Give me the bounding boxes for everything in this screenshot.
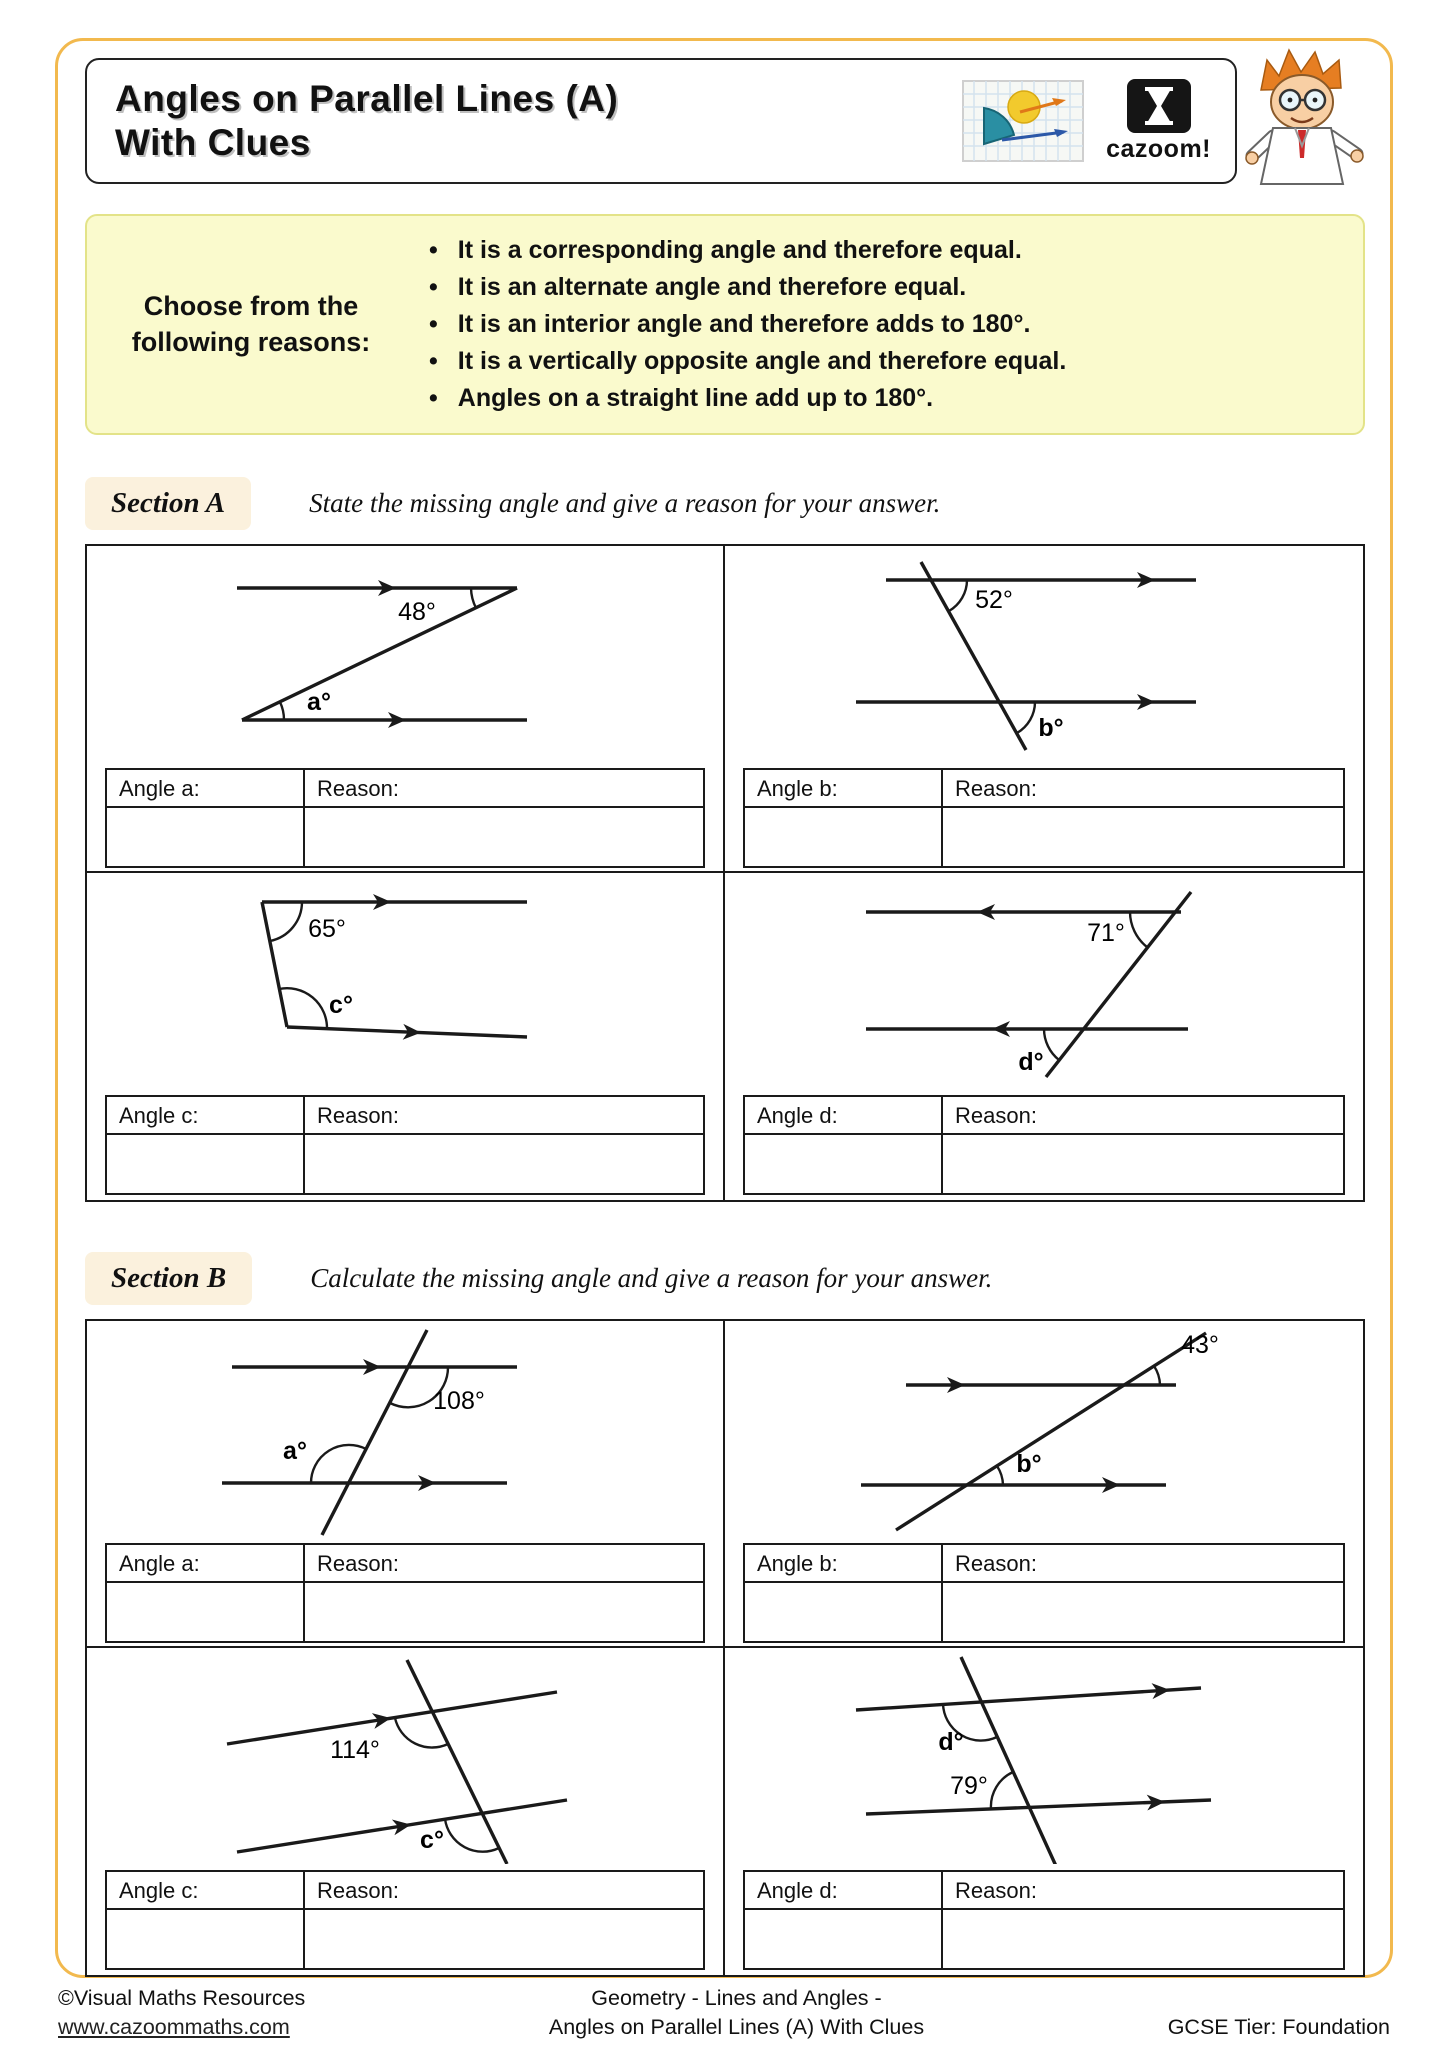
reason-answer-space bbox=[305, 1910, 703, 1968]
page-title bbox=[115, 77, 618, 164]
transversal-line bbox=[322, 1330, 427, 1535]
angle-answer-label: Angle a: bbox=[107, 1545, 303, 1583]
reason-answer-label: Reason: bbox=[943, 1872, 1343, 1910]
reason-answer-space bbox=[305, 1135, 703, 1193]
section-b-label: Section B bbox=[85, 1252, 252, 1305]
diagram-b1 bbox=[87, 1325, 723, 1537]
angle-answer-label: Angle b: bbox=[745, 1545, 941, 1583]
page-title-line1: Angles on Parallel Lines (A) bbox=[115, 78, 619, 120]
given-angle-label: 114° bbox=[330, 1736, 380, 1764]
unknown-angle-label: d° bbox=[938, 1728, 964, 1756]
diagram-a2 bbox=[725, 550, 1363, 762]
transversal-line bbox=[961, 1657, 1061, 1864]
diagram-b4 bbox=[725, 1652, 1363, 1864]
angle-answer-space bbox=[107, 1135, 303, 1193]
answer-box-a4 bbox=[743, 1095, 1345, 1195]
problem-b3 bbox=[87, 1648, 725, 1975]
clue-prompt: Choose from the following reasons: bbox=[131, 291, 371, 357]
problems-grid-b bbox=[85, 1319, 1365, 1977]
footer bbox=[58, 1984, 1390, 2042]
angle-answer-label: Angle d: bbox=[745, 1872, 941, 1910]
reason-answer-space bbox=[943, 1910, 1343, 1968]
problem-a4 bbox=[725, 873, 1363, 1200]
mascot-character bbox=[1245, 46, 1365, 198]
geometry-graphic-icon bbox=[962, 80, 1084, 162]
unknown-angle-label: a° bbox=[283, 1437, 307, 1465]
angle-answer-space bbox=[107, 808, 303, 866]
unknown-angle-label: b° bbox=[1038, 714, 1064, 742]
reason-answer-label: Reason: bbox=[943, 770, 1343, 808]
reason-answer-label: Reason: bbox=[943, 1097, 1343, 1135]
answer-box-b1 bbox=[105, 1543, 705, 1643]
answer-box-b3 bbox=[105, 1870, 705, 1970]
given-angle-label: 43° bbox=[1181, 1331, 1219, 1359]
angle-answer-space bbox=[745, 1910, 941, 1968]
reason-answer-label: Reason: bbox=[305, 770, 703, 808]
header-box bbox=[85, 58, 1237, 184]
brand-text: cazoom! bbox=[1106, 134, 1211, 163]
reason-answer-label: Reason: bbox=[943, 1545, 1343, 1583]
header bbox=[85, 52, 1365, 192]
diagram-a3 bbox=[87, 877, 723, 1089]
angle-arc bbox=[471, 588, 476, 608]
website-link[interactable]: www.cazoommaths.com bbox=[58, 2014, 290, 2039]
problem-b4 bbox=[725, 1648, 1363, 1975]
angle-arc bbox=[1017, 702, 1035, 733]
answer-box-a1 bbox=[105, 768, 705, 868]
problem-a2 bbox=[725, 546, 1363, 873]
section-b-heading bbox=[85, 1252, 1365, 1305]
angle-answer-label: Angle d: bbox=[745, 1097, 941, 1135]
angle-answer-label: Angle c: bbox=[107, 1872, 303, 1910]
given-angle-label: 108° bbox=[433, 1387, 485, 1415]
angle-arc bbox=[445, 1819, 499, 1852]
clue-box bbox=[85, 214, 1365, 435]
reason-list bbox=[429, 232, 1066, 417]
reason-answer-space bbox=[305, 1583, 703, 1641]
angle-arc bbox=[1130, 912, 1147, 947]
diagram-b2 bbox=[725, 1325, 1363, 1537]
angle-arc bbox=[997, 1466, 1003, 1485]
answer-box-a3 bbox=[105, 1095, 705, 1195]
angle-arc bbox=[1044, 1029, 1059, 1060]
page-title-line2: With Clues bbox=[115, 122, 311, 163]
angle-arc bbox=[270, 902, 302, 941]
cazoom-logo-icon bbox=[1127, 79, 1191, 133]
reason-answer-label: Reason: bbox=[305, 1545, 703, 1583]
problem-a3 bbox=[87, 873, 725, 1200]
reason-answer-space bbox=[943, 1135, 1343, 1193]
reason-item: • It is an alternate angle and therefore equal. bbox=[429, 269, 1066, 306]
angle-answer-space bbox=[107, 1583, 303, 1641]
reason-item: • It is a vertically opposite angle and therefore equal. bbox=[429, 343, 1066, 380]
answer-box-b4 bbox=[743, 1870, 1345, 1970]
reason-answer-space bbox=[943, 1583, 1343, 1641]
unknown-angle-label: b° bbox=[1016, 1450, 1042, 1478]
reason-answer-space bbox=[305, 808, 703, 866]
angle-answer-space bbox=[745, 808, 941, 866]
footer-left bbox=[58, 1984, 305, 2042]
unknown-angle-label: d° bbox=[1018, 1048, 1044, 1076]
diagram-a4 bbox=[725, 877, 1363, 1089]
angle-arc bbox=[949, 580, 967, 611]
section-a-heading bbox=[85, 477, 1365, 530]
parallel-line bbox=[227, 1692, 557, 1744]
given-angle-label: 79° bbox=[950, 1772, 988, 1800]
footer-tier: GCSE Tier: Foundation bbox=[1167, 2014, 1390, 2039]
diagram-a1 bbox=[87, 550, 723, 762]
footer-topic-line2: Angles on Parallel Lines (A) With Clues bbox=[548, 2014, 925, 2039]
unknown-angle-label: c° bbox=[329, 991, 353, 1019]
parallel-line bbox=[856, 1688, 1201, 1710]
reason-item: • It is an interior angle and therefore adds to 180°. bbox=[429, 306, 1066, 343]
problem-b1 bbox=[87, 1321, 725, 1648]
angle-answer-space bbox=[107, 1910, 303, 1968]
angle-answer-label: Angle a: bbox=[107, 770, 303, 808]
reason-item: • It is a corresponding angle and therefore equal. bbox=[429, 232, 1066, 269]
transversal-line bbox=[896, 1333, 1206, 1530]
answer-box-b2 bbox=[743, 1543, 1345, 1643]
angle-arc bbox=[280, 702, 284, 720]
section-a-label: Section A bbox=[85, 477, 251, 530]
given-angle-label: 65° bbox=[308, 915, 346, 943]
header-logos bbox=[962, 79, 1211, 164]
given-angle-label: 52° bbox=[975, 586, 1013, 614]
angle-answer-space bbox=[745, 1583, 941, 1641]
reason-answer-label: Reason: bbox=[305, 1872, 703, 1910]
copyright-text: ©Visual Maths Resources bbox=[58, 1985, 306, 2010]
cazoom-logo bbox=[1106, 79, 1211, 164]
angle-arc bbox=[991, 1772, 1013, 1809]
problem-b2 bbox=[725, 1321, 1363, 1648]
section-a-instruction: State the missing angle and give a reason for your answer. bbox=[309, 488, 941, 518]
transversal-line bbox=[262, 902, 287, 1027]
section-b-instruction: Calculate the missing angle and give a reason for your answer. bbox=[310, 1263, 993, 1293]
footer-center bbox=[549, 1984, 924, 2042]
angle-arc bbox=[395, 1718, 448, 1748]
footer-topic-line1: Geometry - Lines and Angles - bbox=[591, 1985, 882, 2010]
unknown-angle-label: c° bbox=[420, 1826, 444, 1854]
reason-answer-space bbox=[943, 808, 1343, 866]
given-angle-label: 71° bbox=[1087, 919, 1125, 947]
angle-arc bbox=[1154, 1366, 1160, 1385]
answer-box-a2 bbox=[743, 768, 1345, 868]
reason-answer-label: Reason: bbox=[305, 1097, 703, 1135]
problems-grid-a bbox=[85, 544, 1365, 1202]
unknown-angle-label: a° bbox=[307, 688, 331, 716]
angle-answer-label: Angle b: bbox=[745, 770, 941, 808]
angle-answer-space bbox=[745, 1135, 941, 1193]
given-angle-label: 48° bbox=[398, 598, 436, 626]
angle-answer-label: Angle c: bbox=[107, 1097, 303, 1135]
reason-item: • Angles on a straight line add up to 180°. bbox=[429, 380, 1066, 417]
problem-a1 bbox=[87, 546, 725, 873]
diagram-b3 bbox=[87, 1652, 723, 1864]
